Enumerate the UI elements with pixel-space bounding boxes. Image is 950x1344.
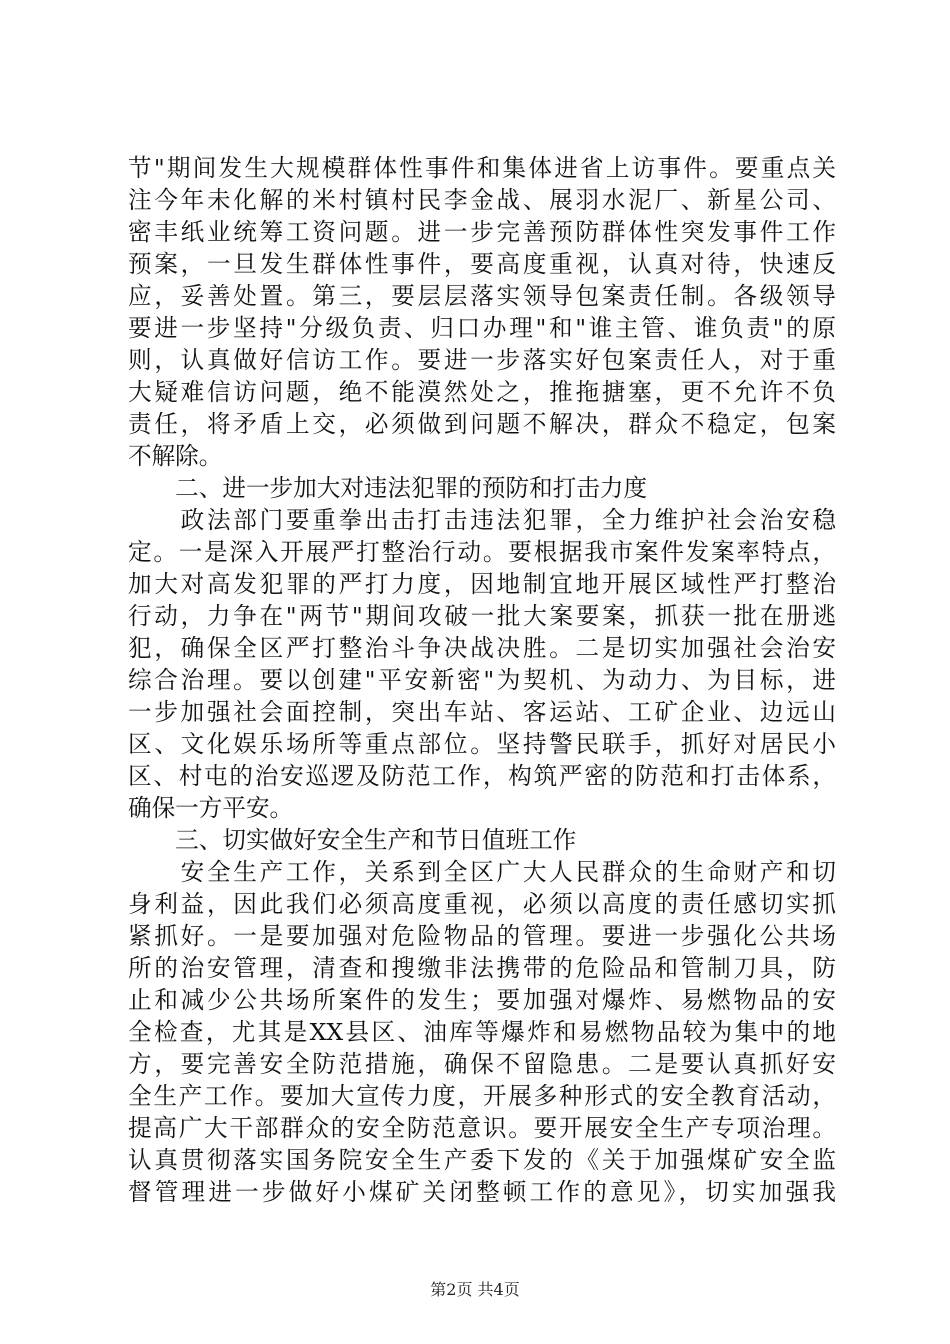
text-line: 区、文化娱乐场所等重点部位。坚持警民联手，抓好对居民小 (128, 730, 836, 758)
text-line: 一步加强社会面控制，突出车站、客运站、工矿企业、边远山 (128, 698, 836, 726)
text-line: 所的治安管理，清查和搜缴非法携带的危险品和管制刀具，防 (128, 954, 836, 982)
text-line: 认真贯彻落实国务院安全生产委下发的《关于加强煤矿安全监 (128, 1146, 836, 1174)
text-line: 犯，确保全区严打整治斗争决战决胜。二是切实加强社会治安 (128, 634, 836, 662)
section-heading: 二、进一步加大对违法犯罪的预防和打击力度 (128, 474, 648, 502)
text-line: 综合治理。要以创建"平安新密"为契机、为动力、为目标，进 (128, 666, 836, 694)
text-line: 身利益，因此我们必须高度重视，必须以高度的责任感切实抓 (128, 890, 836, 918)
text-line: 节"期间发生大规模群体性事件和集体进省上访事件。要重点关 (128, 154, 836, 182)
text-line: 确保一方平安。 (128, 794, 294, 822)
text-line: 止和减少公共场所案件的发生；要加强对爆炸、易燃物品的安 (128, 986, 836, 1014)
text-line: 不解除。 (128, 442, 223, 470)
text-line: 责任，将矛盾上交，必须做到问题不解决，群众不稳定，包案 (128, 410, 836, 438)
text-line: 安全生产工作，关系到全区广大人民群众的生命财产和切 (128, 858, 836, 886)
text-line: 政法部门要重拳出击打击违法犯罪，全力维护社会治安稳 (128, 506, 836, 534)
page-footer: 第2页 共4页 (430, 1280, 520, 1299)
text-line: 要进一步坚持"分级负责、归口办理"和"谁主管、谁负责"的原 (128, 314, 836, 342)
text-line: 行动，力争在"两节"期间攻破一批大案要案，抓获一批在册逃 (128, 602, 836, 630)
text-line: 紧抓好。一是要加强对危险物品的管理。要进一步强化公共场 (128, 922, 836, 950)
document-body (128, 152, 836, 1208)
section-heading: 三、切实做好安全生产和节日值班工作 (128, 826, 577, 854)
text-line: 全生产工作。要加大宣传力度，开展多种形式的安全教育活动， (128, 1082, 836, 1110)
text-line: 应，妥善处置。第三，要层层落实领导包案责任制。各级领导 (128, 282, 836, 310)
text-line: 密丰纸业统筹工资问题。进一步完善预防群体性突发事件工作 (128, 218, 836, 246)
text-line: 预案，一旦发生群体性事件，要高度重视，认真对待，快速反 (128, 250, 836, 278)
text-line: 则，认真做好信访工作。要进一步落实好包案责任人，对于重 (128, 346, 836, 374)
text-line: 大疑难信访问题，绝不能漠然处之，推拖搪塞，更不允许不负 (128, 378, 836, 406)
text-line: 区、村屯的治安巡逻及防范工作，构筑严密的防范和打击体系， (128, 762, 836, 790)
text-line: 方，要完善安全防范措施，确保不留隐患。二是要认真抓好安 (128, 1050, 836, 1078)
text-line: 提高广大干部群众的安全防范意识。要开展安全生产专项治理。 (128, 1114, 836, 1142)
text-line: 全检查，尤其是XX县区、油库等爆炸和易燃物品较为集中的地 (128, 1018, 836, 1046)
text-line: 加大对高发犯罪的严打力度，因地制宜地开展区域性严打整治 (128, 570, 836, 598)
text-line: 注今年未化解的米村镇村民李金战、展羽水泥厂、新星公司、 (128, 186, 836, 214)
text-line: 督管理进一步做好小煤矿关闭整顿工作的意见》，切实加强我 (128, 1178, 836, 1206)
text-line: 定。一是深入开展严打整治行动。要根据我市案件发案率特点， (128, 538, 836, 566)
